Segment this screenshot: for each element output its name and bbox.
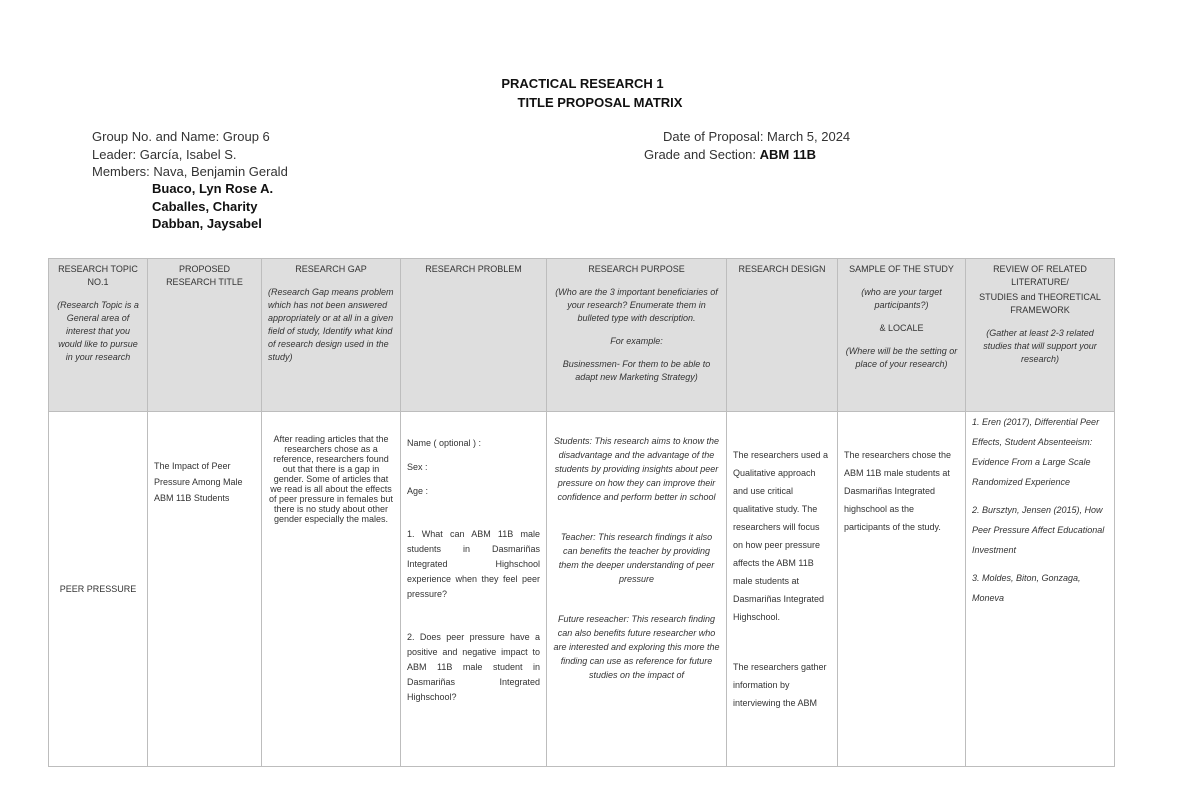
design-cell [727,412,838,767]
problem-sex: Sex : [407,462,428,472]
header-research-purpose [547,259,727,412]
title-proposal-matrix [48,258,1115,767]
header-description: For example: [610,336,663,346]
header-proposed-title [148,259,262,412]
document-subtitle: TITLE PROPOSAL MATRIX [517,95,683,110]
group-name: Group No. and Name: Group 6 [92,129,270,144]
matrix-header-row [49,259,1115,412]
header-description: (who are your target participants?) [861,287,942,310]
review-item: 3. Moldes, Biton, Gonzaga, Moneva [972,573,1081,603]
header-label: RESEARCH PURPOSE [588,264,685,274]
header-research-topic [49,259,148,412]
header-description: (Who are the 3 important beneficiaries of your research? Enumerate them in bulleted type with description. [555,287,718,323]
purpose-students: Students: This research aims to know the disadvantage and the advantage of the students by providing insights about peer pressure on how they can improve their confidence and perform better in school [553,436,720,502]
header-research-problem [401,259,547,412]
member-name: Buaco, Lyn Rose A. [152,181,274,196]
purpose-cell [547,412,727,767]
leader-name: Leader: García, Isabel S. [92,147,237,162]
header-research-design [727,259,838,412]
header-description: Businessmen- For them to be able to adapt new Marketing Strategy) [562,359,711,382]
review-cell [966,412,1115,767]
design-paragraph-2: The researchers gather information by interviewing the ABM [733,662,827,708]
header-description: (Where will be the setting or place of your research) [845,346,958,369]
header-review-literature [966,259,1115,412]
problem-age: Age : [407,486,429,496]
header-label: RESEARCH GAP [295,264,367,274]
purpose-teacher: Teacher: This research findings it also can benefits the teacher by providing them the deeper understanding of peer pressure [558,532,715,584]
problem-cell [401,412,547,767]
header-description: (Research Topic is a General area of interest that you would like to pursue in your research [57,300,139,362]
header-label: PROPOSED RESEARCH TITLE [166,264,243,287]
problem-question-1: 1. What can ABM 11B male students in Dasmariñas Integrated Highschool experience when they feel peer pressure? [407,529,540,599]
header-label: RESEARCH TOPIC NO.1 [58,264,138,287]
header-label: RESEARCH PROBLEM [425,264,522,274]
topic-cell: PEER PRESSURE [49,412,148,767]
member-name: Caballes, Charity [152,199,258,214]
problem-question-2: 2. Does peer pressure have a positive and negative impact to ABM 11B male student in Dasmariñas Integrated Highschool? [407,632,540,702]
header-description: & LOCALE [879,323,924,333]
grade-section [644,147,816,162]
grade-section-label: Grade and Section: [644,147,757,162]
problem-name: Name ( optional ) : [407,438,482,448]
matrix-body-row [49,412,1115,767]
review-item: 2. Bursztyn, Jensen (2015), How Peer Pressure Affect Educational Investment [972,505,1105,555]
members-label: Members: Nava, Benjamin Gerald [92,164,288,179]
review-item: 1. Eren (2017), Differential Peer Effects, Student Absenteeism: Evidence From a Large Scale Randomized Experience [972,417,1100,487]
header-sample-of-study [838,259,966,412]
gap-cell: After reading articles that the researchers chose as a reference, researchers found out that there is a gap in gender. Some of articles that we read is all about the effects of peer pressure in females but there is no study about other gender especially the males. [262,412,401,767]
header-label: RESEARCH DESIGN [738,264,826,274]
header-research-gap [262,259,401,412]
sample-cell: The researchers chose the ABM 11B male students at Dasmariñas Integrated highschool as the participants of the study. [838,412,966,767]
member-name: Dabban, Jaysabel [152,216,262,231]
grade-section-value: ABM 11B [759,147,817,162]
purpose-future-researcher: Future reseacher: This research finding can also benefits future researcher who are interested and exploring this more the finding can use as reference for future studies on the impact of [553,614,720,680]
header-label: SAMPLE OF THE STUDY [849,264,954,274]
title-cell: The Impact of Peer Pressure Among Male ABM 11B Students [148,412,262,767]
header-description: (Research Gap means problem which has not been answered appropriately or at all in a given field of study, Identify what kind of research design used in the study) [268,287,394,362]
proposal-date: Date of Proposal: March 5, 2024 [663,129,851,144]
header-description: (Gather at least 2-3 related studies that will support your research) [983,328,1097,364]
design-paragraph-1: The researchers used a Qualitative approach and use critical qualitative study. The researchers will focus on how peer pressure affects the ABM 11B male students at Dasmariñas Integrated Highschool. [733,450,829,622]
document-title: PRACTICAL RESEARCH 1 [501,76,664,91]
header-label: STUDIES and THEORETICAL FRAMEWORK [979,292,1101,315]
header-label: REVIEW OF RELATED LITERATURE/ [993,264,1087,287]
